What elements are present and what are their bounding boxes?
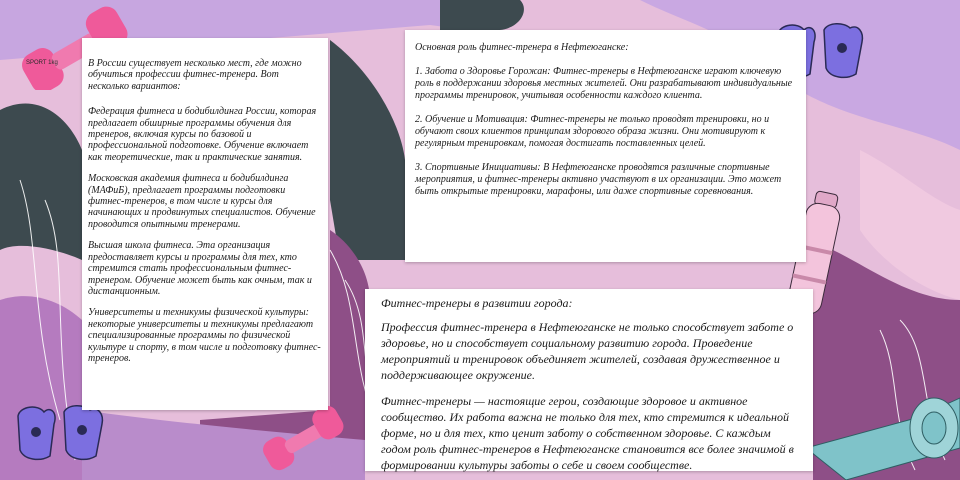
trainer-role-item: 3. Спортивные Инициативы: В Нефтеюганске проводятся различные спортивные мероприятия, и фитнес-тренеры активно участвуют в их организации. Это может быть открытые тренировки, марафоны, или даже спортивные соревнования. — [415, 162, 782, 197]
yoga-mat-icon — [806, 388, 960, 480]
city-development-title: Фитнес-тренеры в развитии города: — [381, 296, 573, 310]
education-item: Высшая школа фитнеса. Эта организация предоставляет курсы и программы для тех, кто стремится стать профессиональным фитнес-тренером. Обучение может быть как очным, так и дистанционным. — [88, 240, 312, 297]
city-development-paragraph: Фитнес-тренеры — настоящие герои, создающие здоровое и активное сообщество. Их работа важна не только для тех, кто стремится к идеальной форме, но и для тех, кто ценит заботу о собственном здоровье. С каждым годом роль фитнес-тренеров в Нефтеюганске становится все более значимой в формировании культуры заботы о себе и своем сообществе. — [381, 394, 794, 472]
education-item: Московская академия фитнеса и бодибилдинга (МАФиБ), предлагает программы подготовки фитнес-тренеров, в том числе и курсы для начинающих и продвинутых специалистов. Обучение проводится опытными тренерами. — [88, 173, 316, 230]
education-item: Университеты и техникумы физической культуры: некоторые университеты и техникумы предлагают специализированные программы по физической культуре и спорту, в том числе и подготовку фитнес-тренеров. — [88, 307, 321, 364]
trainer-role-title: Основная роль фитнес-тренера в Нефтеюганске: — [415, 42, 629, 53]
education-intro: В России существует несколько мест, где можно обучиться профессии фитнес-тренера. Вот несколько вариантов: — [88, 58, 302, 92]
trainer-role-item: 2. Обучение и Мотивация: Фитнес-тренеры не только проводят тренировки, но и обучают своих клиентов принципам здорового образа жизни. Они мотивируют к регулярным тренировкам, помогая достигать поставленных целей. — [415, 114, 770, 149]
dumbbell-text: SPORT 1kg — [26, 60, 58, 66]
education-options-card — [82, 38, 328, 410]
dumbbell-bottom-icon — [255, 402, 355, 472]
city-development-paragraph: Профессия фитнес-тренера в Нефтеюганске не только способствует заботе о здоровье, но и способствует социальному развитию города. Проведение мероприятий и тренировок объединяет жителей, создавая дружественное и поддерживающее окружение. — [381, 320, 794, 382]
education-item: Федерация фитнеса и бодибилдинга России, которая предлагает обширные программы обучения для тренеров, включая курсы по базовой и профессиональной подготовке. Обучение включает как теоретические, так и практические занятия. — [88, 106, 317, 163]
bg-dark-slate-mid — [440, 0, 524, 30]
city-development-card — [365, 289, 813, 471]
trainer-role-item: 1. Забота о Здоровье Горожан: Фитнес-тренеры в Нефтеюганске играют ключевую роль в поддержании здоровья местных жителей. Они разрабатывают индивидуальные программы тренировок, учитывая особенности каждого клиента. — [415, 66, 793, 101]
trainer-role-card — [405, 30, 806, 262]
